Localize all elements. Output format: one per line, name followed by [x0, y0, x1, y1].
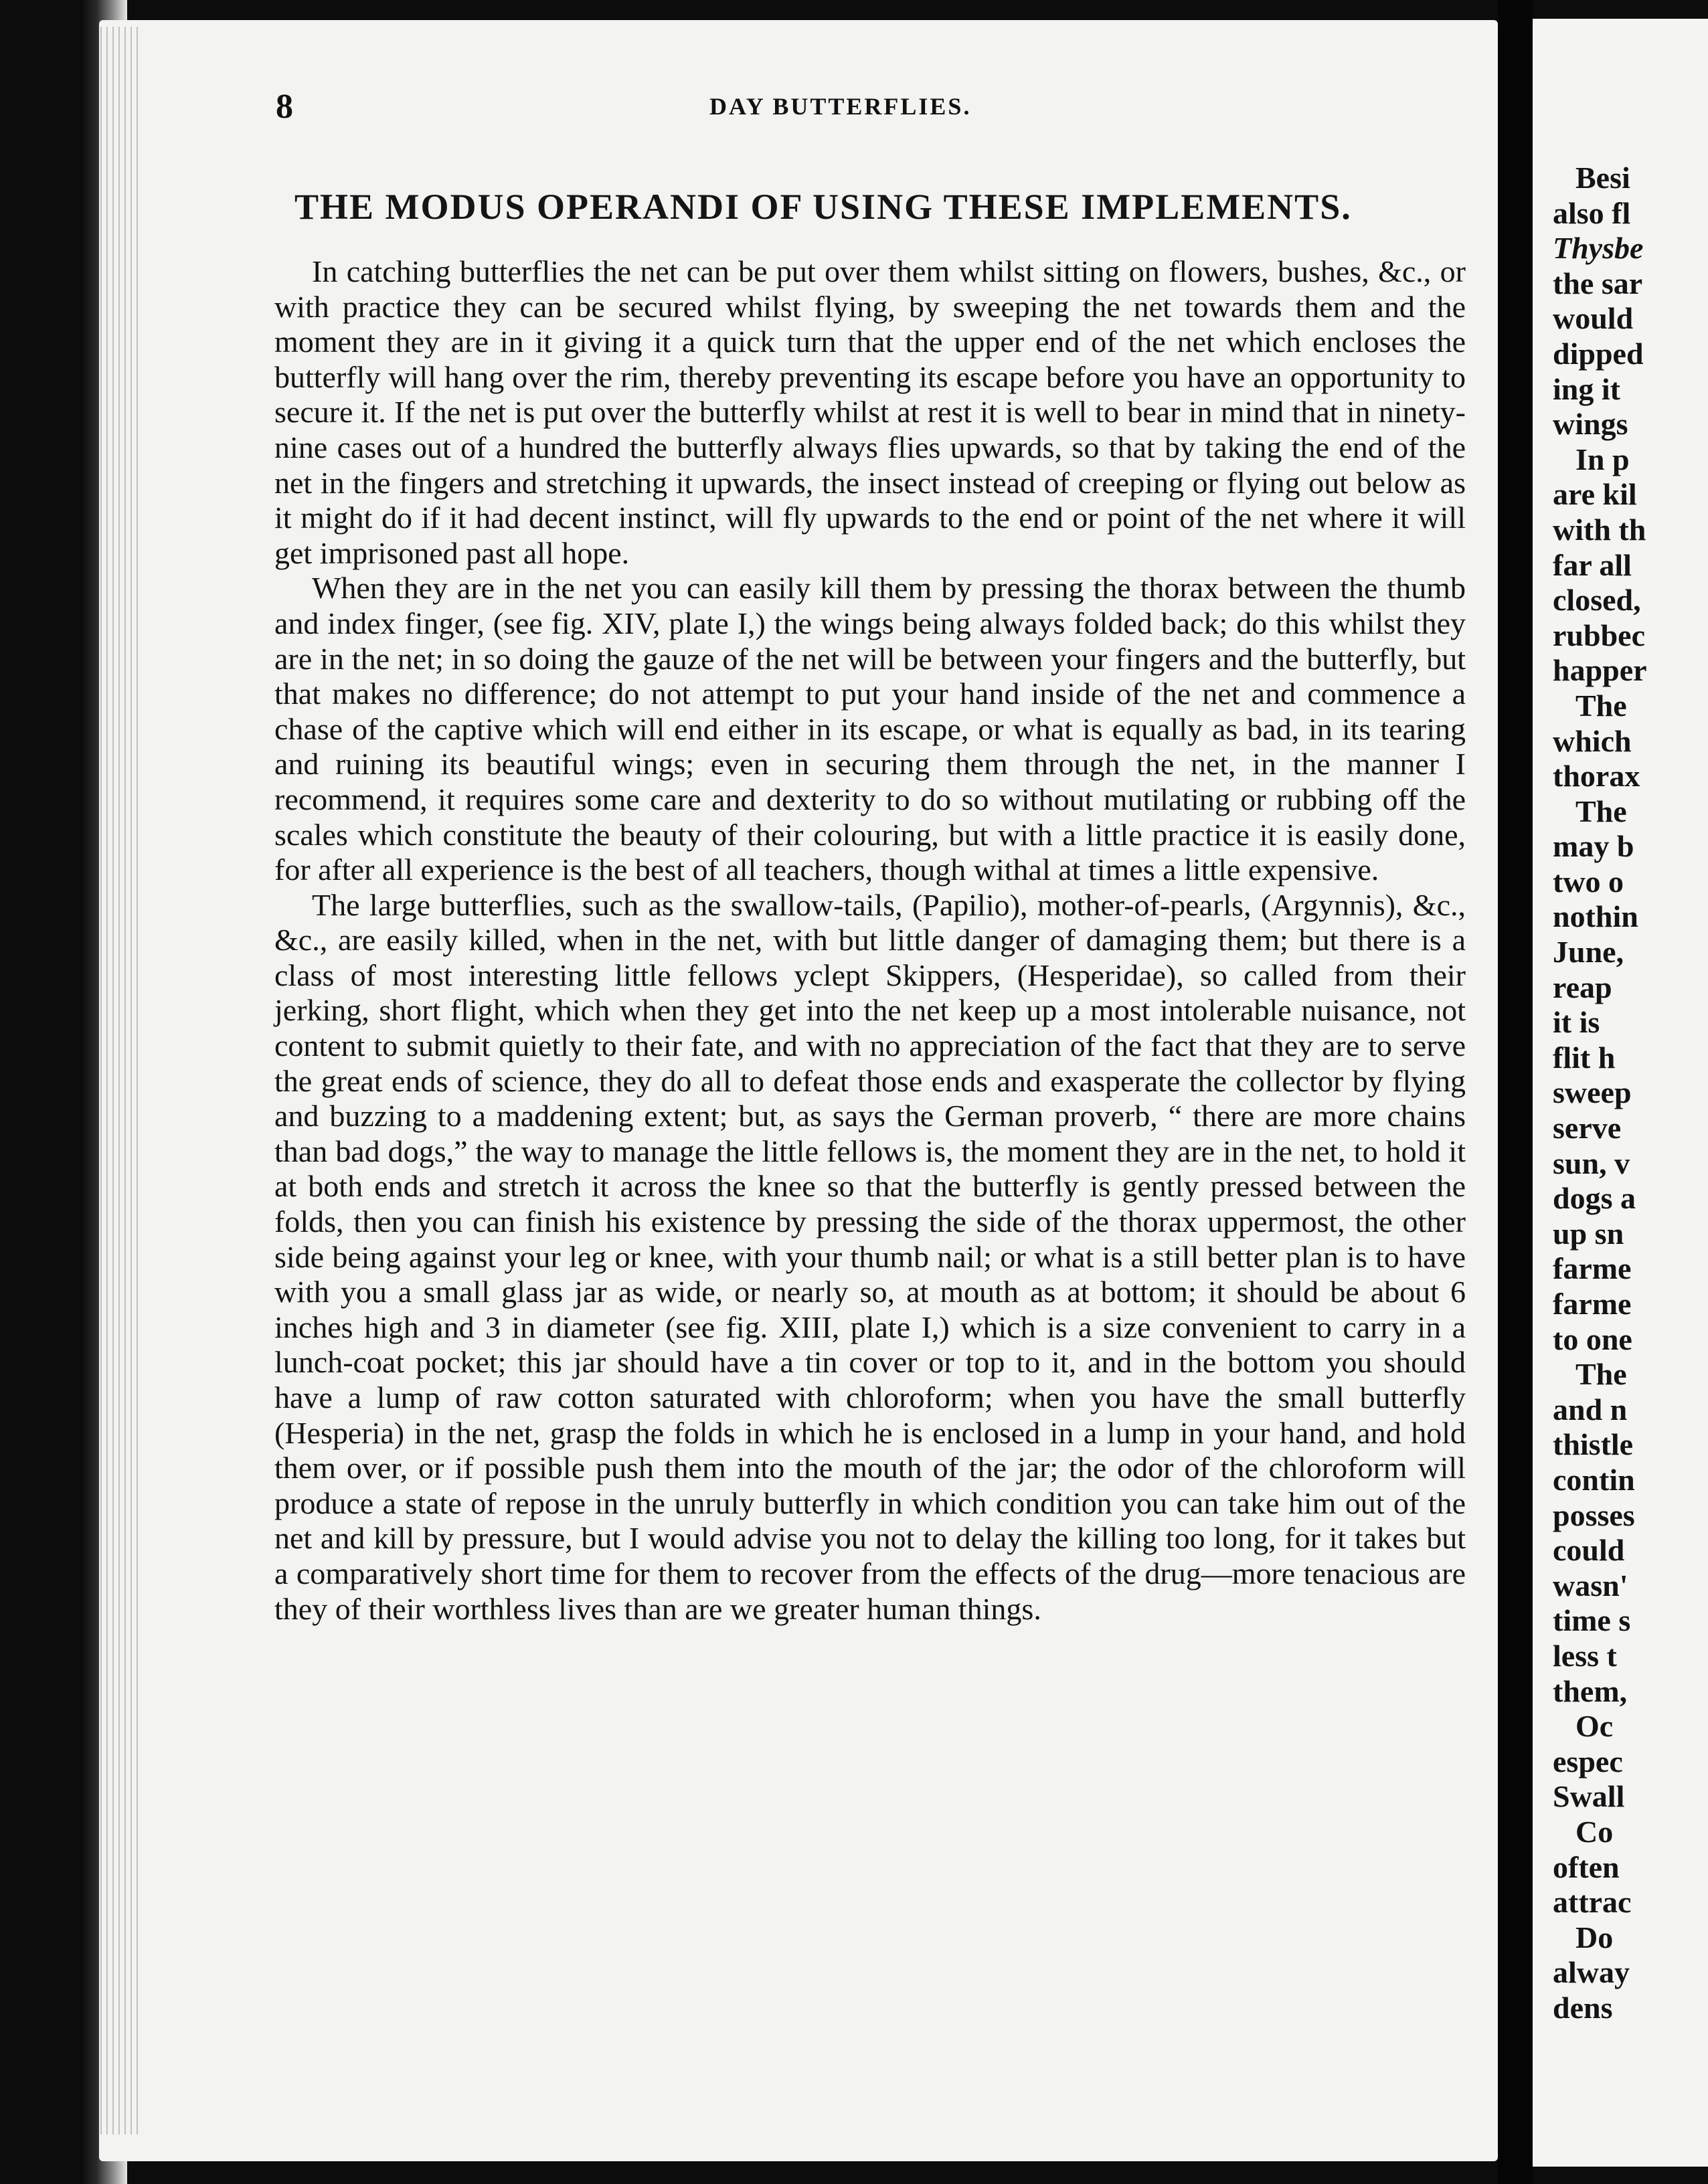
right-page-line: also fl — [1553, 195, 1631, 230]
right-page-line: Swall — [1553, 1779, 1625, 1814]
right-page-line: farme — [1553, 1251, 1632, 1286]
body-text — [274, 254, 1466, 1627]
right-page-line: the sar — [1553, 266, 1643, 300]
right-page-line: June, — [1553, 935, 1624, 970]
right-page-line: would — [1553, 301, 1634, 336]
right-page-line: two o — [1553, 864, 1624, 899]
right-page-line: farme — [1553, 1287, 1632, 1321]
right-page-line: are kil — [1553, 477, 1637, 512]
right-page-line: reap — [1553, 970, 1612, 1004]
right-page-line: flit h — [1553, 1040, 1616, 1075]
paragraph-catching: In catching butterflies the net can be put over them whilst sitting on flowers, bushes, &c., or with practice they can be secured whilst flying, by sweeping the net towards them and the moment they are in it giving it a quick turn that the upper end of the net which encloses the butterfly will hang over the rim, thereby preventing its escape before you have an opportunity to secure it. If the net is put over the butterfly whilst at rest it is well to bear in mind that in ninety-nine cases out of a hundred the butterfly always flies upwards, so that by taking the end of the net in the fingers and stretching it upwards, the insect instead of creeping or flying out below as it might do if it had decent instinct, will fly upwards to the end or point of the net where it will get imprisoned past all hope. — [274, 254, 1466, 570]
right-page-line: happer — [1553, 653, 1647, 688]
right-page-line: may b — [1553, 829, 1634, 864]
right-page-line: The — [1575, 794, 1627, 828]
right-page-line: Do — [1575, 1920, 1614, 1954]
right-page-line: dipped — [1553, 336, 1644, 371]
page-number: 8 — [276, 88, 293, 126]
right-page-line: dens — [1553, 1990, 1613, 2025]
page-header — [0, 67, 1708, 126]
right-page-line: espec — [1553, 1744, 1623, 1779]
right-page-line: them, — [1553, 1673, 1628, 1708]
right-page-line: alway — [1553, 1955, 1630, 1990]
right-page-line: up sn — [1553, 1216, 1624, 1251]
right-page-line: with th — [1553, 512, 1646, 547]
right-page-line: In p — [1575, 442, 1630, 476]
right-page-line: nothin — [1553, 899, 1638, 934]
right-page-line: Oc — [1575, 1709, 1614, 1744]
right-page-line: to one — [1553, 1322, 1632, 1356]
right-page-line: Thysbe — [1553, 231, 1644, 266]
right-page-line: closed, — [1553, 583, 1641, 618]
right-page-line: thorax — [1553, 759, 1640, 794]
right-page-line: it is — [1553, 1005, 1600, 1040]
right-page-line: Co — [1575, 1814, 1614, 1849]
right-page-line: attrac — [1553, 1885, 1632, 1920]
right-page-line: often — [1553, 1849, 1620, 1884]
right-page-line: could — [1553, 1533, 1625, 1568]
page-edge-lines — [100, 27, 141, 2134]
right-page-line: ing it — [1553, 371, 1620, 406]
right-page-line: dogs a — [1553, 1181, 1636, 1216]
right-page-line: wasn' — [1553, 1568, 1628, 1603]
right-page-text — [1553, 161, 1708, 2025]
right-page-line: time s — [1553, 1603, 1631, 1638]
right-page-line: The — [1575, 688, 1627, 723]
section-title: THE MODUS OPERANDI OF USING THESE IMPLEMENTS. — [294, 187, 1352, 227]
right-page-line: far all — [1553, 547, 1632, 582]
paragraph-killing: When they are in the net you can easily kill them by pressing the thorax between the thumb and index finger, (see fig. XIV, plate I,) the wings being always folded back; do this whilst they are in the net; in so doing the gauze of the net will be between your fingers and the butterfly, but that makes no difference; do not attempt to put your hand inside of the net and commence a chase of the captive which will end either in its escape, or what is equally as bad, in its tearing and ruining its beautiful wings; even in securing them through the net, in the manner I recommend, it requires some care and dexterity to do so without mutilating or rubbing off the scales which constitute the beauty of their colouring, but with a little practice it is easily done, for after all experience is the best of all teachers, though withal at times a little expensive. — [274, 571, 1466, 887]
right-page-line: Besi — [1575, 161, 1630, 195]
right-page-line: less t — [1553, 1638, 1617, 1673]
right-page-line: serve — [1553, 1111, 1622, 1146]
paragraph-skippers: The large butterflies, such as the swallow-tails, (Papilio), mother-of-pearls, (Argynnis), &c., &c., are easily killed, when in the net, with but little danger of damaging them; but there is a class of most interesting little fellows yclept Skippers, (Hesperidae), so called from their jerking, short flight, which when they get into the net keep up a most intolerable nuisance, not content to submit quietly to their fate, and with no appreciation of the fact that they are to serve the great ends of science, they do all to defeat those ends and exasperate the collector by flying and buzzing to a maddening extent; but, as says the German proverb, “ there are more chains than bad dogs,” the way to manage the little fellows is, the moment they are in the net, to hold it at both ends and stretch it across the knee so that the butterfly is gently pressed between the folds, then you can finish his existence by pressing the side of the thorax uppermost, the other side being against your leg or knee, with your thumb nail; or what is a still better plan is to have with you a small glass jar as wide, or nearly so, at mouth as at bottom; it should be about 6 inches high and 3 in diameter (see fig. XIII, plate I,) which is a size convenient to carry in a lunch-coat pocket; this jar should have a tin cover or top to it, and in the bottom you should have a lump of raw cotton saturated with chloroform; when you have the small butterfly (Hesperia) in the net, grasp the folds in which he is enclosed in a lump in your hand, and hold them over, or if possible push them into the mouth of the jar; the odor of the chloroform will produce a state of repose in the unruly butterfly in which condition you can take him out of the net and kill by pressure, but I would advise you not to delay the killing too long, for it takes but a comparatively short time for them to recover from the effects of the drug—more tenacious are they of their worthless lives than are we greater human things. — [274, 887, 1466, 1626]
right-page-line: rubbec — [1553, 618, 1645, 652]
gutter-gap — [1498, 0, 1533, 2184]
right-page-line: contin — [1553, 1462, 1635, 1497]
right-page-line: which — [1553, 723, 1632, 758]
right-page-line: The — [1575, 1357, 1627, 1392]
right-page-line: sun, v — [1553, 1146, 1630, 1180]
right-page-line: posses — [1553, 1497, 1635, 1532]
running-head: DAY BUTTERFLIES. — [709, 93, 972, 120]
right-page-line: thistle — [1553, 1427, 1634, 1462]
right-page-line: wings — [1553, 407, 1628, 442]
right-page-line: sweep — [1553, 1075, 1632, 1110]
right-page-line: and n — [1553, 1392, 1628, 1427]
